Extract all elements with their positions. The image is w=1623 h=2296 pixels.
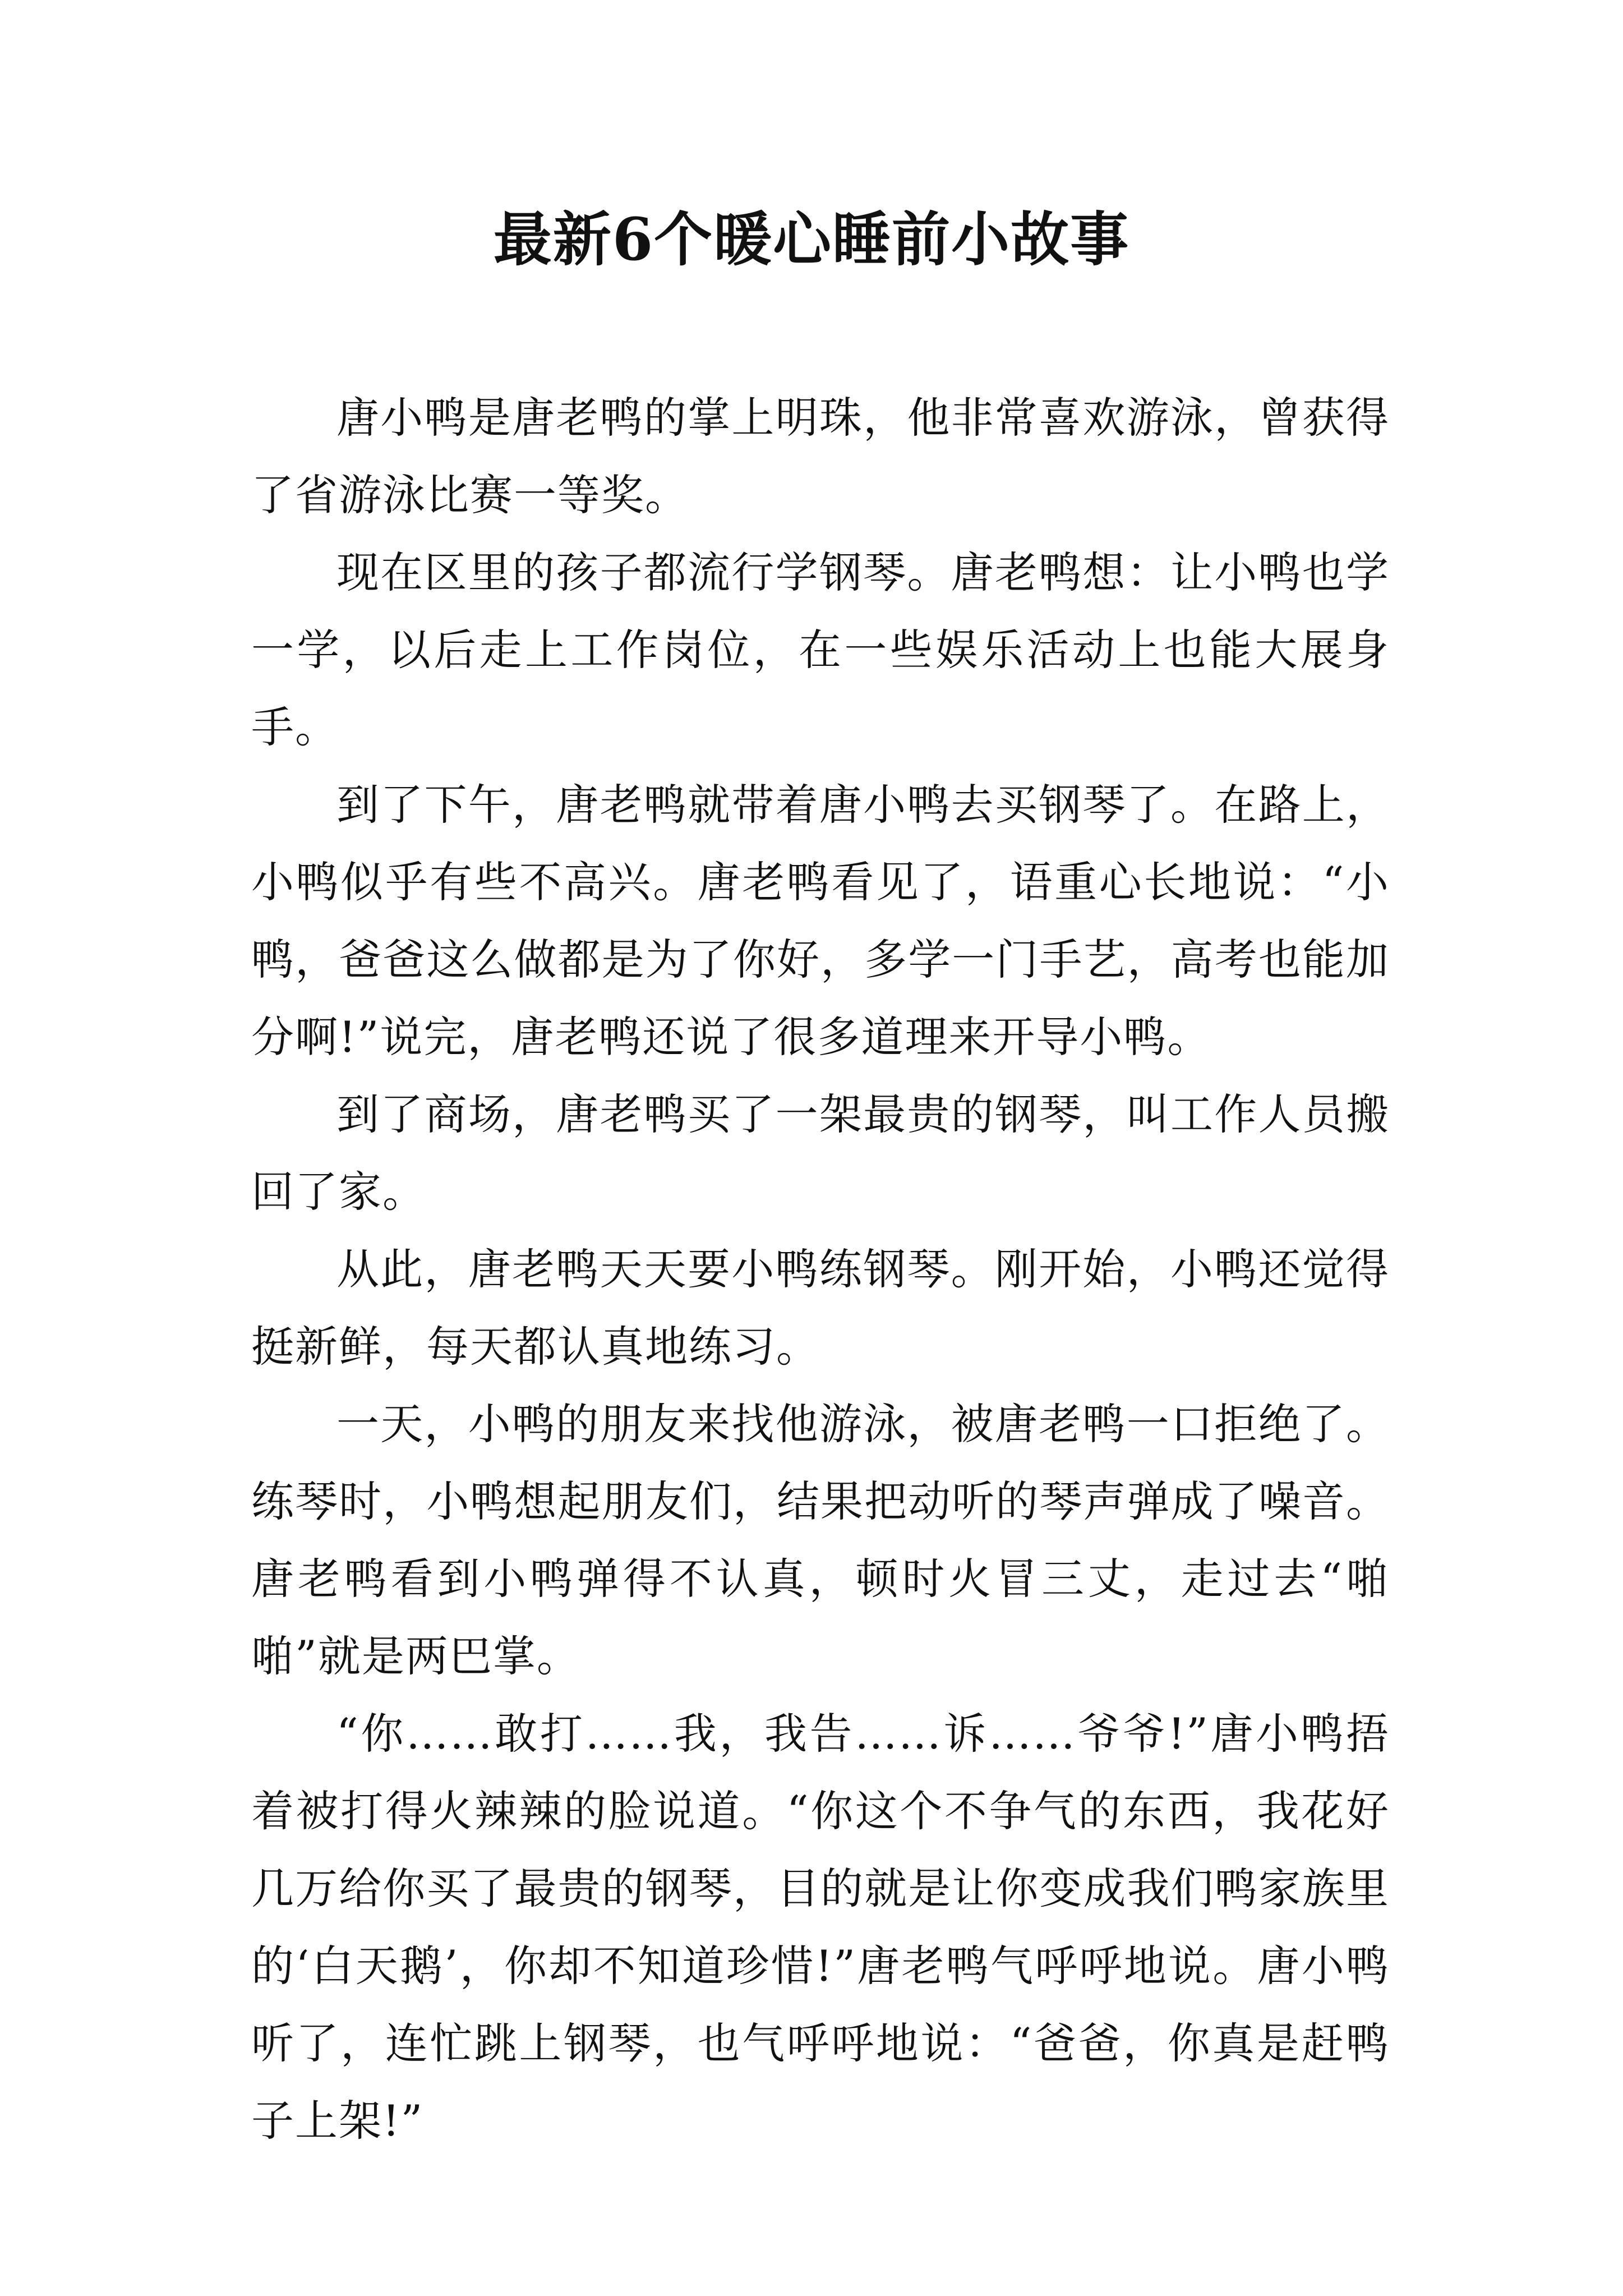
paragraph: 从此，唐老鸭天天要小鸭练钢琴。刚开始，小鸭还觉得挺新鲜，每天都认真地练习。 [251,1244,1390,1372]
paragraph: 现在区里的孩子都流行学钢琴。唐老鸭想：让小鸭也学一学，以后走上工作岗位，在一些娱乐活动上也能大展身手。 [251,547,1390,752]
paragraph: 一天，小鸭的朋友来找他游泳，被唐老鸭一口拒绝了。练琴时，小鸭想起朋友们，结果把动听的琴声弹成了噪音。唐老鸭看到小鸭弹得不认真，顿时火冒三丈，走过去“啪啪”就是两巴掌。 [251,1399,1390,1681]
paragraph: 到了下午，唐老鸭就带着唐小鸭去买钢琴了。在路上，小鸭似乎有些不高兴。唐老鸭看见了，语重心长地说：“小鸭，爸爸这么做都是为了你好，多学一门手艺，高考也能加分啊!”说完，唐老鸭还说了很多道理来开导小鸭。 [251,780,1390,1062]
paragraph: 到了商场，唐老鸭买了一架最贵的钢琴，叫工作人员搬回了家。 [251,1089,1390,1217]
story-body [251,379,1390,2160]
paragraph: 唐小鸭是唐老鸭的掌上明珠，他非常喜欢游泳，曾获得了省游泳比赛一等奖。 [251,393,1390,520]
paragraph: “你……敢打……我，我告……诉……爷爷!”唐小鸭捂着被打得火辣辣的脸说道。“你这个不争气的东西，我花好几万给你买了最贵的钢琴，目的就是让你变成我们鸭家族里的‘白天鹅’，你却不知道珍惜!”唐老鸭气呼呼地说。唐小鸭听了，连忙跳上钢琴，也气呼呼地说：“爸爸，你真是赶鸭子上架!” [251,1709,1390,2146]
document-title: 最新6个暖心睡前小故事 [493,205,1130,274]
